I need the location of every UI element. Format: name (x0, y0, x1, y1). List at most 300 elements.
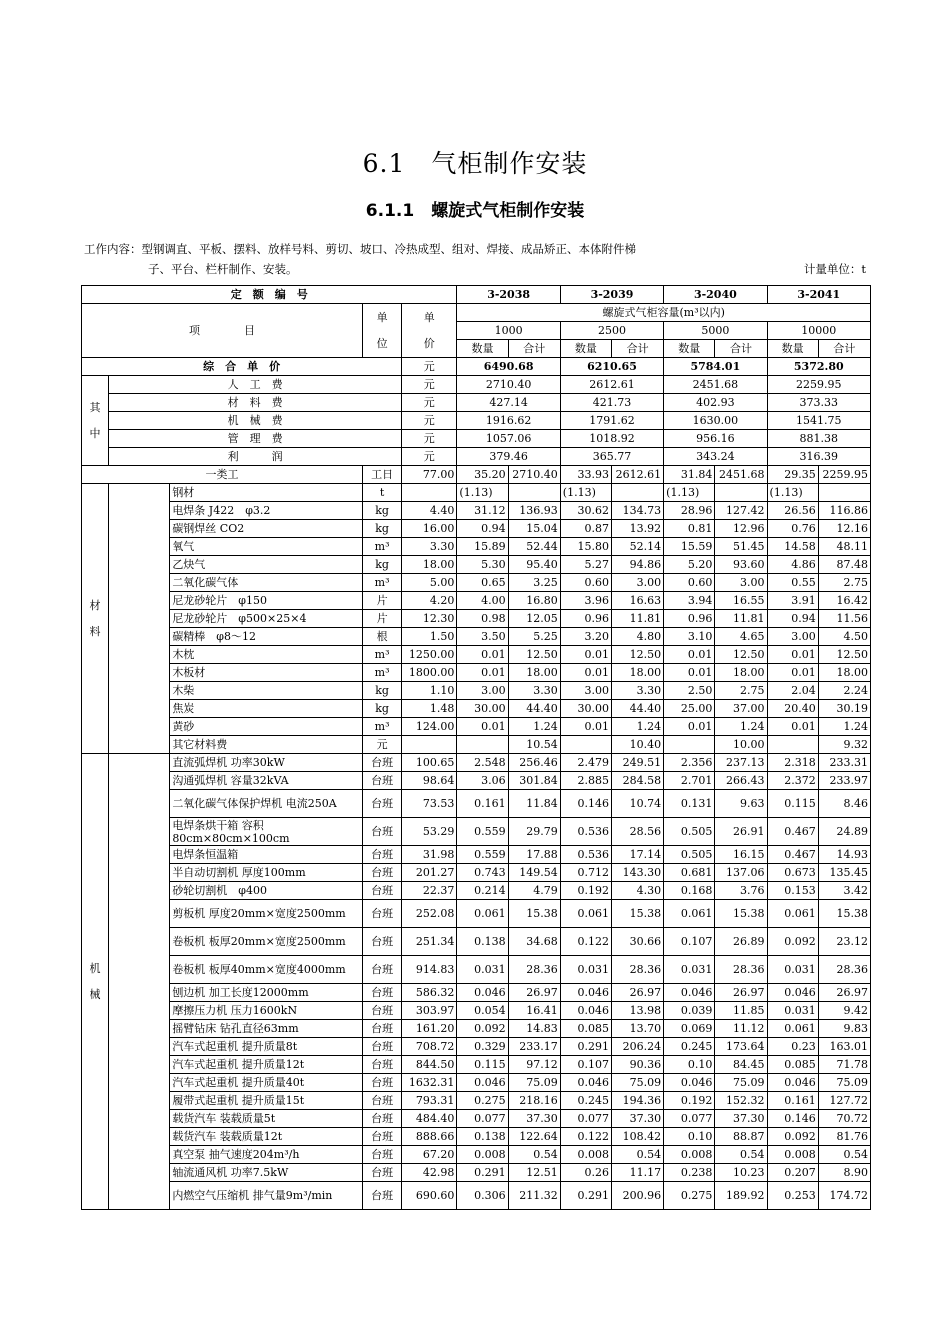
item-cell: 122.64 (508, 1128, 560, 1146)
item-cell: 75.09 (715, 1074, 767, 1092)
item-cell: 0.092 (767, 1128, 818, 1146)
of-which-value: 956.16 (664, 430, 767, 448)
capacity-cell: 10000 (767, 322, 870, 340)
item-cell: 0.161 (767, 1092, 818, 1110)
item-cell: 0.245 (560, 1092, 611, 1110)
item-cell: 88.87 (715, 1128, 767, 1146)
machinery-row (82, 1092, 871, 1110)
item-name: 碳精棒 φ8～12 (170, 628, 363, 646)
labor-cell: 2259.95 (818, 466, 870, 484)
item-cell: 206.24 (611, 1038, 663, 1056)
item-name: 碳钢焊丝 CO2 (170, 520, 363, 538)
machinery-row (82, 1110, 871, 1128)
item-cell: 30.66 (611, 928, 663, 956)
item-cell: 0.046 (664, 984, 715, 1002)
item-price: 31.98 (402, 846, 457, 864)
work-content-line1: 工作内容：型钢调直、平板、摆料、放样号料、剪切、坡口、冷热成型、组对、焊接、成品矫正、本体附件梯 (84, 242, 636, 256)
item-cell: 24.89 (818, 818, 870, 846)
item-cell: 3.10 (664, 628, 715, 646)
item-cell: 173.64 (715, 1038, 767, 1056)
item-price: 3.30 (402, 538, 457, 556)
item-unit: t (363, 484, 402, 502)
item-cell: 284.58 (611, 772, 663, 790)
item-cell (715, 484, 767, 502)
item-name: 履带式起重机 提升质量15t (170, 1092, 363, 1110)
item-cell: 0.291 (560, 1182, 611, 1210)
item-cell: 16.80 (508, 592, 560, 610)
item-unit: kg (363, 502, 402, 520)
item-cell: 127.72 (818, 1092, 870, 1110)
item-cell (508, 484, 560, 502)
item-cell: 10.54 (508, 736, 560, 754)
composite-value: 6490.68 (457, 358, 560, 376)
of-which-name: 材 料 费 (109, 394, 402, 412)
item-cell: 0.26 (560, 1164, 611, 1182)
item-unit: 片 (363, 592, 402, 610)
item-unit: kg (363, 682, 402, 700)
item-cell: 0.061 (767, 900, 818, 928)
item-price: 888.66 (402, 1128, 457, 1146)
item-cell: 12.96 (715, 520, 767, 538)
item-cell: 90.36 (611, 1056, 663, 1074)
item-cell: (1.13) (560, 484, 611, 502)
item-cell: 10.00 (715, 736, 767, 754)
capacity-cell: 5000 (664, 322, 767, 340)
machinery-row (82, 772, 871, 790)
item-cell: 0.046 (560, 1074, 611, 1092)
labor-cell: 29.35 (767, 466, 818, 484)
item-cell: 0.077 (560, 1110, 611, 1128)
item-unit: 台班 (363, 1128, 402, 1146)
item-cell: 71.78 (818, 1056, 870, 1074)
item-cell: 143.30 (611, 864, 663, 882)
item-cell: 5.25 (508, 628, 560, 646)
item-cell (664, 736, 715, 754)
item-name: 乙炔气 (170, 556, 363, 574)
item-cell: 0.01 (767, 664, 818, 682)
item-cell: 75.09 (508, 1074, 560, 1092)
code-cell: 3-2038 (457, 286, 560, 304)
labor-name: 一类工 (82, 466, 363, 484)
item-cell (611, 484, 663, 502)
item-unit: m³ (363, 646, 402, 664)
machinery-row (82, 984, 871, 1002)
item-unit: 台班 (363, 984, 402, 1002)
of-which-value: 1791.62 (560, 412, 663, 430)
item-cell: 2.75 (715, 682, 767, 700)
item-cell: 0.046 (560, 984, 611, 1002)
item-unit: 台班 (363, 772, 402, 790)
unit-label (363, 304, 402, 358)
quota-table (81, 285, 871, 1210)
item-unit: 台班 (363, 900, 402, 928)
item-cell: 4.30 (611, 882, 663, 900)
item-price: 53.29 (402, 818, 457, 846)
machinery-row (82, 1002, 871, 1020)
item-cell: 11.81 (715, 610, 767, 628)
item-cell: 0.046 (664, 1074, 715, 1092)
quota-no-label: 定 额 编 号 (82, 286, 457, 304)
item-price: 4.20 (402, 592, 457, 610)
materials-label (82, 484, 109, 754)
of-which-value: 1541.75 (767, 412, 870, 430)
machinery-row (82, 846, 871, 864)
item-cell: 0.329 (457, 1038, 508, 1056)
sum-label: 合计 (508, 340, 560, 358)
item-cell: 93.60 (715, 556, 767, 574)
unit-label-b: 位 (376, 336, 388, 350)
item-cell: 0.55 (767, 574, 818, 592)
item-cell: 0.031 (457, 956, 508, 984)
labor-price: 77.00 (402, 466, 457, 484)
sum-label: 合计 (818, 340, 870, 358)
item-cell: 0.60 (560, 574, 611, 592)
item-cell: 16.55 (715, 592, 767, 610)
machinery-row (82, 754, 871, 772)
item-cell: 18.00 (715, 664, 767, 682)
item-cell: 10.74 (611, 790, 663, 818)
item-unit: 台班 (363, 790, 402, 818)
item-cell: 0.107 (560, 1056, 611, 1074)
item-cell: 95.40 (508, 556, 560, 574)
item-cell: 28.36 (715, 956, 767, 984)
item-cell: 0.275 (664, 1182, 715, 1210)
item-cell: 0.077 (664, 1110, 715, 1128)
of-which-label-a: 其 (89, 400, 101, 414)
item-cell: 15.89 (457, 538, 508, 556)
item-cell: 44.40 (611, 700, 663, 718)
of-which-value: 379.46 (457, 448, 560, 466)
item-unit: kg (363, 520, 402, 538)
item-cell: 0.031 (560, 956, 611, 984)
of-which-value: 1057.06 (457, 430, 560, 448)
material-row (82, 592, 871, 610)
item-price: 4.40 (402, 502, 457, 520)
item-name: 载货汽车 装载质量12t (170, 1128, 363, 1146)
item-unit: 根 (363, 628, 402, 646)
item-cell: 37.00 (715, 700, 767, 718)
item-cell: 0.01 (457, 646, 508, 664)
item-unit: 台班 (363, 1146, 402, 1164)
item-cell: 11.81 (611, 610, 663, 628)
section-subtitle: 6.1.1 螺旋式气柜制作安装 (365, 201, 585, 221)
item-price: 844.50 (402, 1056, 457, 1074)
composite-value: 5784.01 (664, 358, 767, 376)
item-cell: 4.80 (611, 628, 663, 646)
item-cell: 11.56 (818, 610, 870, 628)
item-cell: 12.50 (818, 646, 870, 664)
machinery-row (82, 818, 871, 846)
item-cell: 218.16 (508, 1092, 560, 1110)
item-cell: 0.046 (560, 1002, 611, 1020)
machinery-row (82, 1038, 871, 1056)
item-name: 焦炭 (170, 700, 363, 718)
item-label: 项 目 (82, 304, 363, 358)
item-cell: 0.115 (767, 790, 818, 818)
machinery-row (82, 882, 871, 900)
code-cell: 3-2041 (767, 286, 870, 304)
item-cell: 11.84 (508, 790, 560, 818)
item-cell: 0.008 (560, 1146, 611, 1164)
item-cell: 3.00 (611, 574, 663, 592)
item-cell: 4.00 (457, 592, 508, 610)
item-cell: (1.13) (457, 484, 508, 502)
item-cell: 137.06 (715, 864, 767, 882)
item-unit: m³ (363, 718, 402, 736)
qty-label: 数量 (664, 340, 715, 358)
item-cell: 0.01 (664, 718, 715, 736)
item-cell: 301.84 (508, 772, 560, 790)
of-which-value: 421.73 (560, 394, 663, 412)
item-cell: 3.91 (767, 592, 818, 610)
item-cell: 0.046 (457, 1074, 508, 1092)
item-cell: 52.44 (508, 538, 560, 556)
item-cell: 0.01 (767, 646, 818, 664)
composite-value: 5372.80 (767, 358, 870, 376)
item-name: 电焊条烘干箱 容积80cm×80cm×100cm (170, 818, 363, 846)
item-cell: 14.93 (818, 846, 870, 864)
of-which-value: 2451.68 (664, 376, 767, 394)
item-cell: 18.00 (611, 664, 663, 682)
item-cell: 12.50 (715, 646, 767, 664)
item-cell: 0.207 (767, 1164, 818, 1182)
item-cell: 0.238 (664, 1164, 715, 1182)
item-cell: 10.23 (715, 1164, 767, 1182)
item-cell: 15.38 (818, 900, 870, 928)
item-cell: 0.96 (664, 610, 715, 628)
item-cell: 48.11 (818, 538, 870, 556)
item-cell: 3.06 (457, 772, 508, 790)
item-cell: 1.24 (818, 718, 870, 736)
item-cell: 26.97 (818, 984, 870, 1002)
item-price: 201.27 (402, 864, 457, 882)
of-which-value: 343.24 (664, 448, 767, 466)
item-name: 电焊条恒温箱 (170, 846, 363, 864)
item-cell: 0.031 (767, 956, 818, 984)
item-cell: 135.45 (818, 864, 870, 882)
labor-cell: 33.93 (560, 466, 611, 484)
of-which-unit: 元 (402, 448, 457, 466)
item-cell: 0.98 (457, 610, 508, 628)
item-cell: 0.559 (457, 818, 508, 846)
item-cell: 28.36 (818, 956, 870, 984)
machinery-row (82, 956, 871, 984)
material-row (82, 520, 871, 538)
capacity-cell: 1000 (457, 322, 560, 340)
item-price: 1800.00 (402, 664, 457, 682)
item-name: 汽车式起重机 提升质量40t (170, 1074, 363, 1092)
item-cell: 134.73 (611, 502, 663, 520)
item-cell: 28.56 (611, 818, 663, 846)
materials-label-b: 料 (89, 624, 101, 638)
composite-label: 综 合 单 价 (82, 358, 402, 376)
item-cell: 26.97 (508, 984, 560, 1002)
item-unit: m³ (363, 664, 402, 682)
item-cell: 3.00 (767, 628, 818, 646)
item-cell: 0.192 (560, 882, 611, 900)
of-which-value: 1630.00 (664, 412, 767, 430)
of-which-unit: 元 (402, 430, 457, 448)
item-unit: 台班 (363, 1002, 402, 1020)
item-cell: 8.46 (818, 790, 870, 818)
item-price: 252.08 (402, 900, 457, 928)
item-name: 砂轮切割机 φ400 (170, 882, 363, 900)
item-cell: 0.046 (457, 984, 508, 1002)
item-cell: 17.14 (611, 846, 663, 864)
machinery-label-b: 械 (89, 987, 101, 1001)
item-price: 22.37 (402, 882, 457, 900)
unit-label-a: 单 (376, 310, 388, 324)
labor-cell: 35.20 (457, 466, 508, 484)
item-cell: 0.046 (767, 984, 818, 1002)
item-cell: 0.467 (767, 818, 818, 846)
item-cell: 81.76 (818, 1128, 870, 1146)
item-name: 二氧化碳气体 (170, 574, 363, 592)
item-cell: 0.96 (560, 610, 611, 628)
item-cell: 0.54 (818, 1146, 870, 1164)
item-cell (767, 736, 818, 754)
material-row (82, 610, 871, 628)
item-cell: 28.96 (664, 502, 715, 520)
item-cell: 26.97 (611, 984, 663, 1002)
item-unit: 台班 (363, 1038, 402, 1056)
item-cell: 237.13 (715, 754, 767, 772)
item-cell: 2.701 (664, 772, 715, 790)
material-row (82, 682, 871, 700)
of-which-unit: 元 (402, 394, 457, 412)
machinery-row (82, 1146, 871, 1164)
item-cell: 0.085 (560, 1020, 611, 1038)
item-name: 剪板机 厚度20mm×宽度2500mm (170, 900, 363, 928)
composite-value: 6210.65 (560, 358, 663, 376)
item-cell: 15.38 (611, 900, 663, 928)
item-unit: 台班 (363, 956, 402, 984)
of-which-unit: 元 (402, 376, 457, 394)
item-price: 12.30 (402, 610, 457, 628)
item-cell: 16.15 (715, 846, 767, 864)
machinery-row (82, 928, 871, 956)
item-cell: 0.54 (715, 1146, 767, 1164)
item-cell (560, 736, 611, 754)
item-cell: 189.92 (715, 1182, 767, 1210)
item-cell: 0.146 (767, 1110, 818, 1128)
material-row (82, 664, 871, 682)
item-cell: 15.04 (508, 520, 560, 538)
item-price: 98.64 (402, 772, 457, 790)
item-cell (457, 736, 508, 754)
item-unit: 台班 (363, 882, 402, 900)
qty-label: 数量 (560, 340, 611, 358)
of-which-unit: 元 (402, 412, 457, 430)
item-price: 73.53 (402, 790, 457, 818)
item-cell: 2.356 (664, 754, 715, 772)
machinery-row (82, 900, 871, 928)
item-unit: m³ (363, 538, 402, 556)
item-cell: 0.306 (457, 1182, 508, 1210)
of-which-row (82, 430, 871, 448)
item-cell: 0.039 (664, 1002, 715, 1020)
item-cell: 26.91 (715, 818, 767, 846)
item-price: 1.10 (402, 682, 457, 700)
item-cell: (1.13) (767, 484, 818, 502)
blank-subcol (109, 484, 170, 754)
qty-label: 数量 (457, 340, 508, 358)
item-price: 914.83 (402, 956, 457, 984)
material-row (82, 736, 871, 754)
item-price: 1.50 (402, 628, 457, 646)
item-cell: 28.36 (611, 956, 663, 984)
item-cell: 3.00 (560, 682, 611, 700)
page-title: 6.1 气柜制作安装 (362, 149, 588, 178)
of-which-value: 1916.62 (457, 412, 560, 430)
item-cell: 44.40 (508, 700, 560, 718)
item-cell: 3.50 (457, 628, 508, 646)
qty-label: 数量 (767, 340, 818, 358)
item-cell: 30.00 (560, 700, 611, 718)
item-price: 161.20 (402, 1020, 457, 1038)
of-which-label-b: 中 (89, 426, 101, 440)
item-cell: 29.79 (508, 818, 560, 846)
item-cell: 5.20 (664, 556, 715, 574)
item-name: 摩擦压力机 压力1600kN (170, 1002, 363, 1020)
capacity-label: 螺旋式气柜容量(m³以内) (457, 304, 871, 322)
item-cell: 0.291 (457, 1164, 508, 1182)
composite-price-row (82, 358, 871, 376)
item-cell: 0.01 (767, 718, 818, 736)
sum-label: 合计 (715, 340, 767, 358)
item-cell: 0.168 (664, 882, 715, 900)
item-cell: 13.70 (611, 1020, 663, 1038)
item-cell: 9.32 (818, 736, 870, 754)
of-which-value: 427.14 (457, 394, 560, 412)
item-cell: 0.505 (664, 818, 715, 846)
of-which-name: 人 工 费 (109, 376, 402, 394)
item-name: 真空泵 抽气速度204m³/h (170, 1146, 363, 1164)
item-price: 251.34 (402, 928, 457, 956)
item-cell: 0.94 (767, 610, 818, 628)
item-cell: 266.43 (715, 772, 767, 790)
material-row (82, 646, 871, 664)
item-cell: 16.63 (611, 592, 663, 610)
of-which-row (82, 394, 871, 412)
item-cell: 0.214 (457, 882, 508, 900)
of-which-value: 365.77 (560, 448, 663, 466)
item-cell: 26.89 (715, 928, 767, 956)
item-name: 直流弧焊机 功率30kW (170, 754, 363, 772)
item-cell: 0.65 (457, 574, 508, 592)
item-price: 586.32 (402, 984, 457, 1002)
labor-cell: 2451.68 (715, 466, 767, 484)
machinery-row (82, 790, 871, 818)
item-name: 沟通弧焊机 容量32kVA (170, 772, 363, 790)
item-cell: 26.97 (715, 984, 767, 1002)
item-cell: 0.046 (767, 1074, 818, 1092)
item-cell: 0.122 (560, 1128, 611, 1146)
item-cell: 0.01 (664, 646, 715, 664)
item-price: 100.65 (402, 754, 457, 772)
item-cell: 0.559 (457, 846, 508, 864)
item-cell: 0.291 (560, 1038, 611, 1056)
item-cell: 0.712 (560, 864, 611, 882)
material-row (82, 718, 871, 736)
item-unit: 台班 (363, 846, 402, 864)
of-which-value: 881.38 (767, 430, 870, 448)
item-cell: 0.008 (457, 1146, 508, 1164)
item-cell: 9.63 (715, 790, 767, 818)
machinery-row (82, 1128, 871, 1146)
item-price: 67.20 (402, 1146, 457, 1164)
item-cell: 0.10 (664, 1128, 715, 1146)
